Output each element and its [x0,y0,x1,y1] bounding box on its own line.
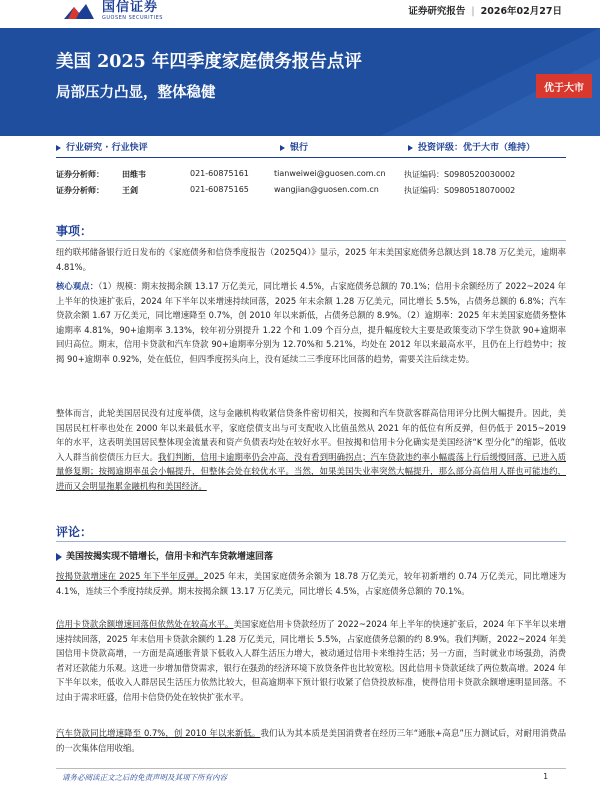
report-date: 2026年02月27日 [480,6,562,17]
analyst-row: 证券分析师： 田维韦 021-60875161 tianweiwei@guosen.com.cn 执证编码：S0980520030002 [56,169,516,179]
logo-text-cn: 国信证券 [102,0,159,15]
analyst-email[interactable]: wangjian@guosen.com.cn [274,185,379,194]
rating-badge: 优于大市 [536,74,592,98]
triangle-bullet-icon [56,553,62,561]
triangle-bullet-icon [56,145,61,151]
category-divider [56,157,566,158]
footer-divider [56,768,566,769]
analyst-name: 王剑 [122,186,138,195]
report-title: 美国 2025 年四季度家庭债务报告点评 [56,52,362,72]
comment-paragraph-3: 汽车贷款同比增速降至 0.7%，创 2010 年以来新低。我们认为其本质是美国消费者在经历三年“通胀+高息”压力测试后，对耐用消费品的一次集体信用收缩。 [56,728,566,753]
analyst-license: 执证编码：S0980518070002 [404,186,516,195]
category-industry: 行业研究 · 行业快评 [56,140,148,153]
guosen-logo [62,0,163,22]
analyst-table [56,167,566,199]
category-sector: 银行 [280,140,308,153]
report-subtitle: 局部压力凸显，整体稳健 [56,84,216,101]
footer-disclaimer: 请务必阅读正文之后的免责声明及其项下所有内容 [62,773,227,782]
comment-heading: 评论： [56,525,93,539]
category-row [56,137,566,157]
triangle-bullet-icon [280,145,285,151]
logo-mark-icon [62,1,96,21]
category-rating: 投资评级：优于大市（维持） [408,140,535,153]
analyst-phone: 021-60875165 [190,185,249,194]
comment-paragraph-2: 信用卡贷款余额增速回落但依然处在较高水平。美国家庭信用卡贷款经历了 2022~2024 年上半年的快速扩张后，2024 年下半年以来增速持续回落，2025 年末信用卡贷款余额约 1.28 万亿美元，同比增长 5.5%，占家庭债务总额的约 8.9%。我们判断，2022~2024 年美国信用卡贷款高增，一方面是高通胀背景下低收入人群生活压力增大，被动通过信用卡来维持生活；另一方面，当时就业市场强劲，消费者对还款能力乐观。这进一步增加借贷需求，银行在强劲的经济环境下放贷条件也比较宽松。因此信用卡贷款延续了两位数高增。2024 年下半年以来，低收入人群居民生活压力依然比较大，但高逾期率下预计银行收紧了信贷投放标准，使得信用卡贷款余额增速明显回落。不过由于需求旺盛，信用卡信贷仍处在较快扩张水平。 [56,619,566,702]
analyst-phone: 021-60875161 [190,169,249,178]
event-heading: 事项： [56,224,93,238]
title-banner [0,28,600,136]
page-number: 1 [543,772,548,781]
report-type: 证券研究报告 [408,6,466,17]
analyst-row: 证券分析师： 王剑 021-60875165 wangjian@guosen.com.cn 执证编码：S0980518070002 [56,185,516,195]
comment-bullet-title: 美国按揭实现不错增长，信用卡和汽车贷款增速回落 [56,549,273,562]
event-paragraph-3: 整体而言，此轮美国居民没有过度举债，这与金融机构收紧信贷条件密切相关，按揭和汽车贷款客群高信用评分比例大幅提升。因此，美国居民杠杆率也处在 2000 年以来最低水平，家庭偿债支出与可支配收入比值虽然从 2021 年的低位有所反弹，但仍低于 2015~2019 年的水平，这表明美国居民整体现金流量表和资产负债表均处在较好水平。但按揭和信用卡分化确实是美国经济“K 型分化”的缩影，低收入人群当前偿债压力巨大。我们判断，信用卡逾期率仍会冲高，没有看到明确拐点；汽车贷款违约率小幅震荡上行后缓慢回落，已进入质量修复期；按揭逾期率虽会小幅提升，但整体会处在较优水平。当然，如果美国失业率突然大幅提升，那么部分高信用人群也可能违约，进而又会明显拖累金融机构和美国经济。 [56,408,567,491]
analyst-license: 执证编码：S0980520030002 [404,170,516,179]
comment-divider [56,541,566,542]
triangle-bullet-icon [408,145,413,151]
comment-paragraph-1: 按揭贷款增速在 2025 年下半年反弹。2025 年末，美国家庭债务余额为 18.78 万亿美元，较年初新增约 0.74 万亿美元，同比增速为 4.1%，连续三个季度持续反弹。期末按揭余额 13.17 万亿美元，同比增长 4.5%，占家庭债务总额的 70.1%。 [56,571,566,596]
analyst-email[interactable]: tianweiwei@guosen.com.cn [274,169,386,178]
logo-text-en: GUOSEN SECURITIES [102,15,163,21]
header-meta: 证券研究报告 | 2026年02月27日 [408,6,562,17]
event-paragraph-1: 纽约联邦储备银行近日发布的《家庭债务和信贷季度报告（2025Q4）》显示，2025 年末美国家庭债务总额达到 18.78 万亿美元，逾期率 4.81%。 [56,247,566,272]
top-bar [0,0,600,28]
event-paragraph-2: 核心观点：（1）规模：期末按揭余额 13.17 万亿美元，同比增长 4.5%，占家庭债务总额的 70.1%；信用卡余额经历了 2022~2024 年上半年的快速扩张后，2024 年下半年以来增速持续回落，2025 年末余额 1.28 万亿美元，同比增长 5.5%，占债务总额的 6.8%；汽车贷款余额 1.67 万亿美元，同比增速降至 0.7%，创 2010 年以来新低，占债务总额的 8.9%。（2）逾期率：2025 年末美国家庭债务整体逾期率 4.81%，90+逾期率 3.13%，较年初分别提升 1.22 个和 1.09 个百分点，提升幅度较大主要是政策变动下学生贷款 90+逾期率回归高位。期末，信用卡贷款和汽车贷款 90+逾期率分别为 12.70%和 5.21%，均处在 2012 年以来最高水平，且仍在上行趋势中；按揭 90+逾期率 0.92%，处在低位，但四季度拐头向上，没有延续二三季度环比回落的趋势，需要关注后续走势。 [56,281,567,364]
analyst-name: 田维韦 [122,170,146,179]
event-divider [56,240,566,241]
